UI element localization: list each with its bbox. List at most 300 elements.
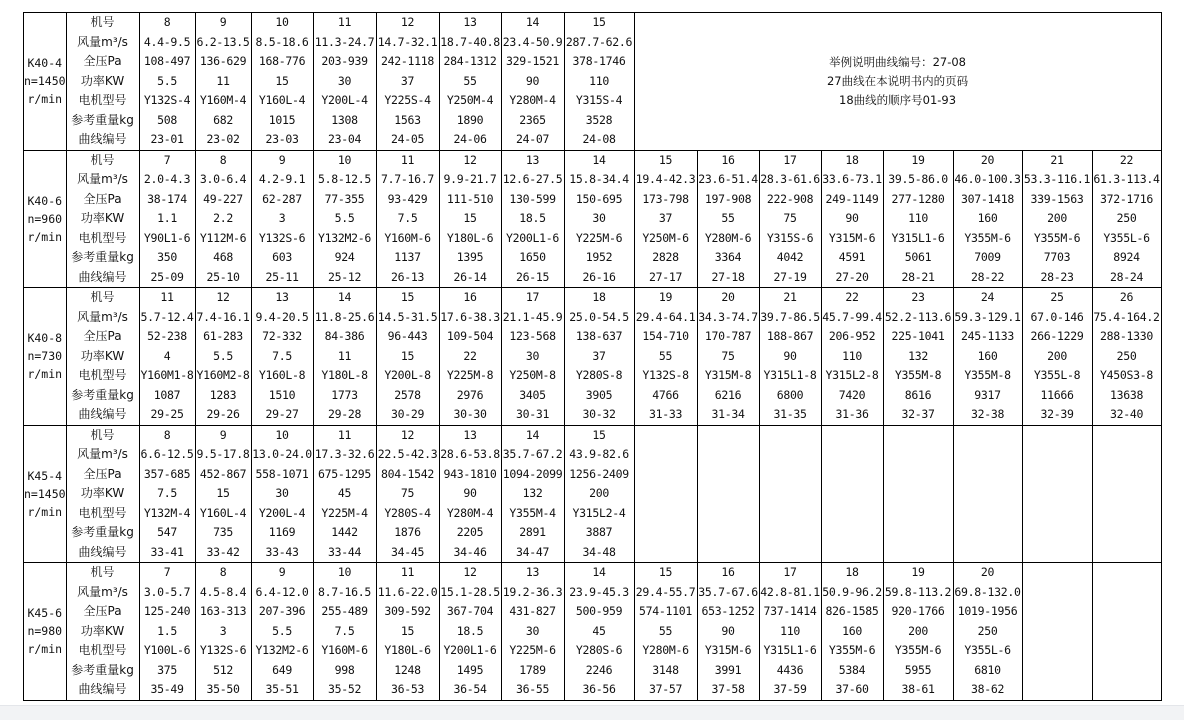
parameter-name: 风量m³/s	[77, 172, 128, 186]
weight-value: 1563	[394, 112, 421, 127]
weight-value: 1495	[456, 662, 484, 677]
curve-number: 35-51	[265, 682, 299, 696]
pressure-value: 138-637	[575, 329, 623, 343]
power-value: 90	[721, 623, 735, 638]
pressure-value: 653-1252	[701, 604, 755, 618]
airflow-value: 59.8-113.2	[884, 584, 952, 599]
weight-value: 1137	[394, 250, 421, 264]
weight-value: 7420	[838, 387, 866, 402]
fan-number: 22	[1119, 152, 1134, 167]
pressure-value: 1094-2099	[502, 466, 563, 481]
spec-column	[139, 150, 195, 288]
fan-group-row	[24, 563, 1162, 701]
airflow-value: 11.8-25.6	[314, 309, 375, 324]
fan-model-label-line: K40-6	[27, 193, 63, 208]
fan-model-label-line: n=980	[27, 624, 63, 639]
fan-number: 13	[463, 427, 477, 442]
weight-value: 1952	[585, 250, 613, 264]
spec-column	[313, 425, 376, 563]
pressure-value: 500-959	[575, 604, 623, 618]
power-value: 110	[780, 623, 800, 638]
power-value: 30	[592, 211, 606, 225]
motor-model: Y200L-4	[258, 505, 306, 520]
fan-number: 7	[163, 565, 171, 579]
curve-number: 25-10	[206, 269, 240, 284]
pressure-value: 173-798	[642, 191, 689, 206]
airflow-value: 21.1-45.9	[502, 309, 563, 324]
spec-column	[501, 13, 564, 151]
airflow-value: 17.3-32.6	[314, 447, 375, 461]
motor-model: Y355L-6	[1103, 230, 1150, 245]
motor-model: Y132S-8	[642, 368, 689, 382]
motor-model: Y315M-8	[704, 368, 752, 382]
weight-value: 11666	[1040, 387, 1074, 402]
fan-number: 16	[721, 152, 735, 167]
fan-number: 18	[845, 152, 859, 167]
weight-value: 2828	[652, 250, 679, 264]
power-value: 22	[463, 348, 477, 363]
motor-model: Y315M-6	[828, 230, 876, 245]
fan-model-label-line: n=730	[27, 349, 63, 364]
power-value: 1.5	[157, 623, 177, 638]
spec-column	[883, 563, 953, 701]
power-value: 45	[337, 486, 352, 500]
empty-cell	[1022, 425, 1092, 563]
motor-model: Y355L-8	[1033, 368, 1081, 382]
pressure-value: 249-1149	[825, 191, 879, 206]
spec-column	[439, 13, 501, 151]
parameter-name: 曲线编号	[78, 544, 127, 559]
fan-number: 21	[1050, 152, 1064, 167]
pressure-value: 125-240	[143, 604, 191, 618]
motor-model: Y355M-6	[894, 643, 942, 657]
airflow-value: 14.5-31.5	[377, 309, 438, 324]
fan-number: 16	[463, 290, 477, 304]
weight-value: 547	[157, 525, 177, 539]
curve-number: 23-02	[206, 132, 240, 146]
weight-value: 2891	[519, 525, 546, 539]
spec-column	[953, 563, 1022, 701]
motor-model: Y280S-4	[384, 505, 431, 520]
weight-value: 1442	[331, 525, 358, 539]
pressure-value: 84-386	[324, 329, 365, 343]
curve-number: 37-60	[835, 682, 869, 696]
airflow-value: 35.7-67.2	[502, 447, 563, 461]
fan-number: 17	[783, 152, 797, 167]
horizontal-scroll-area[interactable]	[0, 705, 1184, 720]
fan-number: 19	[911, 152, 925, 167]
spec-column	[634, 563, 697, 701]
weight-value: 649	[272, 662, 292, 677]
pressure-value: 255-489	[321, 604, 368, 618]
power-value: 15	[400, 348, 415, 363]
weight-value: 1087	[153, 387, 181, 402]
airflow-value: 15.1-28.5	[440, 584, 500, 599]
airflow-value: 6.6-12.5	[140, 447, 194, 461]
power-value: 7.5	[272, 348, 292, 363]
fan-number: 12	[216, 290, 230, 304]
power-value: 110	[908, 211, 928, 225]
pressure-value: 920-1766	[891, 604, 945, 618]
pressure-value: 52-238	[147, 329, 187, 343]
pressure-value: 96-443	[387, 329, 428, 343]
spec-column	[313, 150, 376, 288]
pressure-value: 93-429	[387, 191, 428, 206]
pressure-value: 72-332	[262, 329, 302, 343]
motor-model: Y200L1-6	[443, 643, 497, 657]
fan-number: 7	[163, 152, 171, 167]
motor-model: Y225M-4	[321, 505, 368, 520]
parameter-name: 功率KW	[80, 348, 125, 363]
spec-column	[634, 288, 697, 426]
fan-number: 12	[463, 565, 477, 579]
airflow-value: 17.6-38.3	[440, 309, 500, 324]
fan-number: 11	[400, 565, 415, 579]
pressure-value: 266-1229	[1030, 329, 1084, 343]
spec-column	[564, 13, 634, 151]
fan-model-label	[24, 425, 67, 563]
pressure-value: 123-568	[509, 329, 556, 343]
fan-number: 22	[845, 290, 859, 304]
pressure-value: 284-1312	[443, 54, 497, 68]
airflow-value: 13.0-24.0	[252, 447, 312, 461]
fan-number: 20	[721, 290, 735, 304]
fan-number: 16	[721, 565, 735, 579]
weight-value: 1773	[331, 387, 358, 402]
spec-column	[376, 563, 439, 701]
power-value: 45	[592, 623, 606, 638]
weight-value: 7703	[1043, 250, 1071, 264]
power-value: 55	[721, 211, 735, 225]
spec-column	[697, 563, 759, 701]
fan-number: 17	[783, 565, 797, 579]
pressure-value: 329-1521	[506, 54, 560, 68]
power-value: 3	[278, 211, 286, 225]
curve-number: 29-25	[150, 407, 184, 421]
spec-column	[376, 13, 439, 151]
motor-model: Y280M-6	[704, 230, 752, 245]
parameter-name: 曲线编号	[78, 269, 127, 284]
airflow-value: 14.7-32.1	[377, 34, 438, 49]
empty-cell	[821, 425, 883, 563]
power-value: 160	[977, 348, 998, 363]
fan-model-label	[24, 150, 67, 288]
power-value: 90	[525, 73, 540, 88]
weight-value: 2205	[456, 525, 484, 539]
pressure-value: 225-1041	[891, 329, 945, 343]
pressure-value: 574-1101	[639, 604, 693, 618]
spec-column	[759, 150, 821, 288]
weight-value: 4042	[776, 250, 804, 264]
fan-number: 20	[980, 565, 995, 579]
motor-model: Y160M-4	[199, 93, 247, 107]
fan-group-row	[24, 288, 1162, 426]
fan-number: 10	[275, 427, 289, 442]
power-value: 11	[337, 348, 352, 363]
fan-number: 15	[592, 15, 606, 29]
motor-model: Y355L-6	[964, 643, 1011, 657]
spec-column	[564, 425, 634, 563]
parameter-name: 全压Pa	[83, 329, 122, 343]
weight-value: 4766	[652, 387, 679, 402]
power-value: 15	[400, 623, 415, 638]
motor-model: Y180L-8	[321, 368, 368, 382]
weight-value: 924	[334, 250, 355, 264]
motor-model: Y132S-4	[143, 93, 191, 107]
curve-number: 26-15	[515, 269, 550, 284]
power-value: 132	[908, 348, 928, 363]
fan-number: 8	[219, 565, 227, 579]
parameter-name: 参考重量kg	[71, 112, 134, 127]
airflow-value: 4.2-9.1	[258, 172, 306, 186]
motor-model: Y160M-6	[384, 230, 431, 245]
power-value: 132	[522, 486, 543, 500]
weight-value: 1169	[268, 525, 296, 539]
fan-number: 12	[400, 15, 415, 29]
curve-number: 27-18	[711, 269, 745, 284]
fan-model-label-line: r/min	[27, 92, 63, 107]
spec-column	[564, 563, 634, 701]
curve-number: 32-38	[970, 407, 1005, 421]
spec-column	[634, 150, 697, 288]
parameter-name: 全压Pa	[83, 604, 122, 618]
weight-value: 682	[213, 112, 233, 127]
power-value: 250	[1116, 211, 1137, 225]
spec-column	[251, 150, 313, 288]
weight-value: 4436	[776, 662, 804, 677]
fan-model-label-line: r/min	[27, 504, 63, 519]
fan-model-label-line: K40-4	[27, 56, 63, 71]
parameter-name: 风量m³/s	[77, 34, 128, 49]
curve-number: 29-27	[265, 407, 299, 421]
weight-value: 3887	[585, 525, 613, 539]
curve-number: 35-49	[150, 682, 184, 696]
power-value: 15	[275, 73, 289, 88]
power-value: 200	[1047, 211, 1067, 225]
power-value: 110	[842, 348, 862, 363]
airflow-value: 34.3-74.7	[698, 309, 758, 324]
curve-number: 30-30	[453, 407, 487, 421]
spec-column	[439, 150, 501, 288]
motor-model: Y225M-8	[446, 368, 494, 382]
fan-model-label-line: K45-6	[27, 606, 63, 621]
fan-number: 15	[400, 290, 415, 304]
airflow-value: 39.7-86.5	[760, 309, 820, 324]
power-value: 7.5	[157, 486, 177, 500]
spec-column	[195, 150, 251, 288]
motor-model: Y225M-6	[575, 230, 623, 245]
motor-model: Y200L-8	[384, 368, 431, 382]
airflow-value: 8.7-16.5	[318, 584, 372, 599]
curve-number: 34-45	[390, 544, 425, 559]
fan-number: 18	[592, 290, 606, 304]
parameter-name: 电机型号	[78, 230, 127, 245]
empty-cell	[1022, 563, 1092, 701]
motor-model: Y280M-4	[509, 93, 556, 107]
weight-value: 9317	[974, 387, 1001, 402]
motor-model: Y315L2-8	[825, 368, 879, 382]
motor-model: Y280S-6	[575, 643, 623, 657]
fan-number: 8	[163, 427, 171, 442]
weight-value: 7009	[974, 250, 1001, 264]
curve-number: 36-55	[515, 682, 550, 696]
pressure-value: 339-1563	[1030, 191, 1084, 206]
curve-number: 23-01	[150, 132, 184, 146]
motor-model: Y180L-6	[446, 230, 494, 245]
curve-number: 35-52	[327, 682, 362, 696]
pressure-value: 109-504	[446, 329, 494, 343]
parameter-name: 机号	[90, 427, 115, 442]
fan-number: 14	[525, 15, 540, 29]
curve-number: 38-61	[901, 682, 935, 696]
fan-number: 15	[658, 565, 673, 579]
pressure-value: 309-592	[384, 604, 431, 618]
pressure-value: 188-867	[766, 329, 814, 343]
pressure-value: 245-1133	[961, 329, 1015, 343]
spec-column	[139, 13, 195, 151]
pressure-value: 943-1810	[443, 466, 497, 481]
fan-number: 14	[337, 290, 352, 304]
fan-model-label-line: n=1450	[24, 486, 66, 501]
spec-column	[883, 150, 953, 288]
airflow-value: 23.6-51.4	[698, 172, 758, 186]
parameter-name: 参考重量kg	[71, 387, 134, 402]
pressure-value: 367-704	[446, 604, 494, 618]
fan-number: 21	[783, 290, 797, 304]
airflow-value: 61.3-113.4	[1093, 172, 1160, 186]
parameter-names	[66, 150, 139, 288]
power-value: 37	[658, 211, 673, 225]
spec-column	[313, 563, 376, 701]
motor-model: Y280M-4	[446, 505, 494, 520]
fan-number: 12	[463, 152, 477, 167]
spec-column	[821, 150, 883, 288]
fan-model-label-line: n=960	[27, 211, 63, 226]
spec-column	[313, 13, 376, 151]
parameter-name: 电机型号	[78, 93, 127, 107]
weight-value: 1395	[456, 250, 484, 264]
parameter-names	[66, 563, 139, 701]
spec-column	[697, 288, 759, 426]
fan-number: 11	[337, 15, 352, 29]
power-value: 7.5	[334, 623, 355, 638]
spec-column	[759, 288, 821, 426]
weight-value: 3405	[519, 387, 546, 402]
fan-number: 14	[525, 427, 540, 442]
airflow-value: 69.8-132.0	[954, 584, 1021, 599]
fan-number: 15	[592, 427, 606, 442]
curve-number-note	[634, 13, 1161, 151]
curve-number: 26-14	[453, 269, 487, 284]
weight-value: 1789	[519, 662, 546, 677]
weight-value: 998	[334, 662, 355, 677]
fan-number: 13	[275, 290, 289, 304]
power-value: 5.5	[272, 623, 292, 638]
fan-number: 12	[400, 427, 415, 442]
fan-number: 19	[911, 565, 925, 579]
pressure-value: 1019-1956	[957, 604, 1018, 618]
curve-number: 28-22	[970, 269, 1005, 284]
spec-column	[564, 150, 634, 288]
power-value: 75	[721, 348, 735, 363]
curve-number: 33-44	[327, 544, 362, 559]
curve-number: 37-59	[773, 682, 807, 696]
power-value: 37	[400, 73, 415, 88]
weight-value: 1283	[209, 387, 237, 402]
curve-number: 38-62	[970, 682, 1005, 696]
spec-column	[376, 425, 439, 563]
power-value: 55	[658, 348, 673, 363]
pressure-value: 108-497	[143, 54, 191, 68]
pressure-value: 130-599	[509, 191, 556, 206]
motor-model: Y132M2-6	[318, 230, 372, 245]
airflow-value: 6.4-12.0	[255, 584, 309, 599]
motor-model: Y160L-4	[258, 93, 306, 107]
curve-number: 31-33	[648, 407, 683, 421]
motor-model: Y132M-4	[143, 505, 191, 520]
airflow-value: 19.2-36.3	[502, 584, 563, 599]
parameter-name: 全压Pa	[83, 191, 122, 206]
motor-model: Y315L1-8	[763, 368, 817, 382]
curve-number: 36-56	[582, 682, 616, 696]
fan-spec-table	[23, 12, 1162, 701]
spec-column	[195, 13, 251, 151]
parameter-name: 功率KW	[80, 73, 125, 88]
spec-column	[953, 150, 1022, 288]
motor-model: Y112M-6	[199, 230, 247, 245]
power-value: 55	[658, 623, 673, 638]
fan-model-label-line: r/min	[27, 367, 63, 382]
motor-model: Y315S-6	[766, 230, 814, 245]
parameter-name: 全压Pa	[83, 466, 122, 481]
curve-number: 24-05	[390, 132, 425, 146]
power-value: 250	[977, 623, 998, 638]
airflow-value: 4.4-9.5	[143, 34, 191, 49]
curve-number: 24-08	[582, 132, 616, 146]
pressure-value: 675-1295	[318, 466, 372, 481]
airflow-value: 4.5-8.4	[199, 584, 247, 599]
spec-column	[501, 563, 564, 701]
pressure-value: 38-174	[147, 191, 187, 206]
pressure-value: 242-1118	[381, 54, 435, 68]
spec-column	[439, 288, 501, 426]
fan-number: 9	[219, 15, 227, 29]
airflow-value: 3.0-5.7	[143, 584, 191, 599]
motor-model: Y160L-8	[258, 368, 306, 382]
motor-model: Y355M-8	[964, 368, 1011, 382]
power-value: 7.5	[397, 211, 418, 225]
airflow-value: 52.2-113.6	[884, 309, 952, 324]
motor-model: Y315S-4	[575, 93, 623, 107]
pressure-value: 207-396	[258, 604, 306, 618]
power-value: 18.5	[456, 623, 484, 638]
spec-column	[251, 13, 313, 151]
spec-column	[376, 150, 439, 288]
curve-number: 30-31	[515, 407, 550, 421]
power-value: 250	[1116, 348, 1137, 363]
weight-value: 375	[157, 662, 177, 677]
power-value: 30	[337, 73, 352, 88]
fan-number: 13	[525, 152, 540, 167]
weight-value: 3905	[585, 387, 613, 402]
motor-model: Y160M-6	[321, 643, 368, 657]
fan-number: 11	[160, 290, 174, 304]
curve-number: 29-26	[206, 407, 240, 421]
motor-model: Y280M-6	[642, 643, 689, 657]
power-value: 110	[589, 73, 609, 88]
weight-value: 1876	[394, 525, 421, 539]
empty-cell	[953, 425, 1022, 563]
